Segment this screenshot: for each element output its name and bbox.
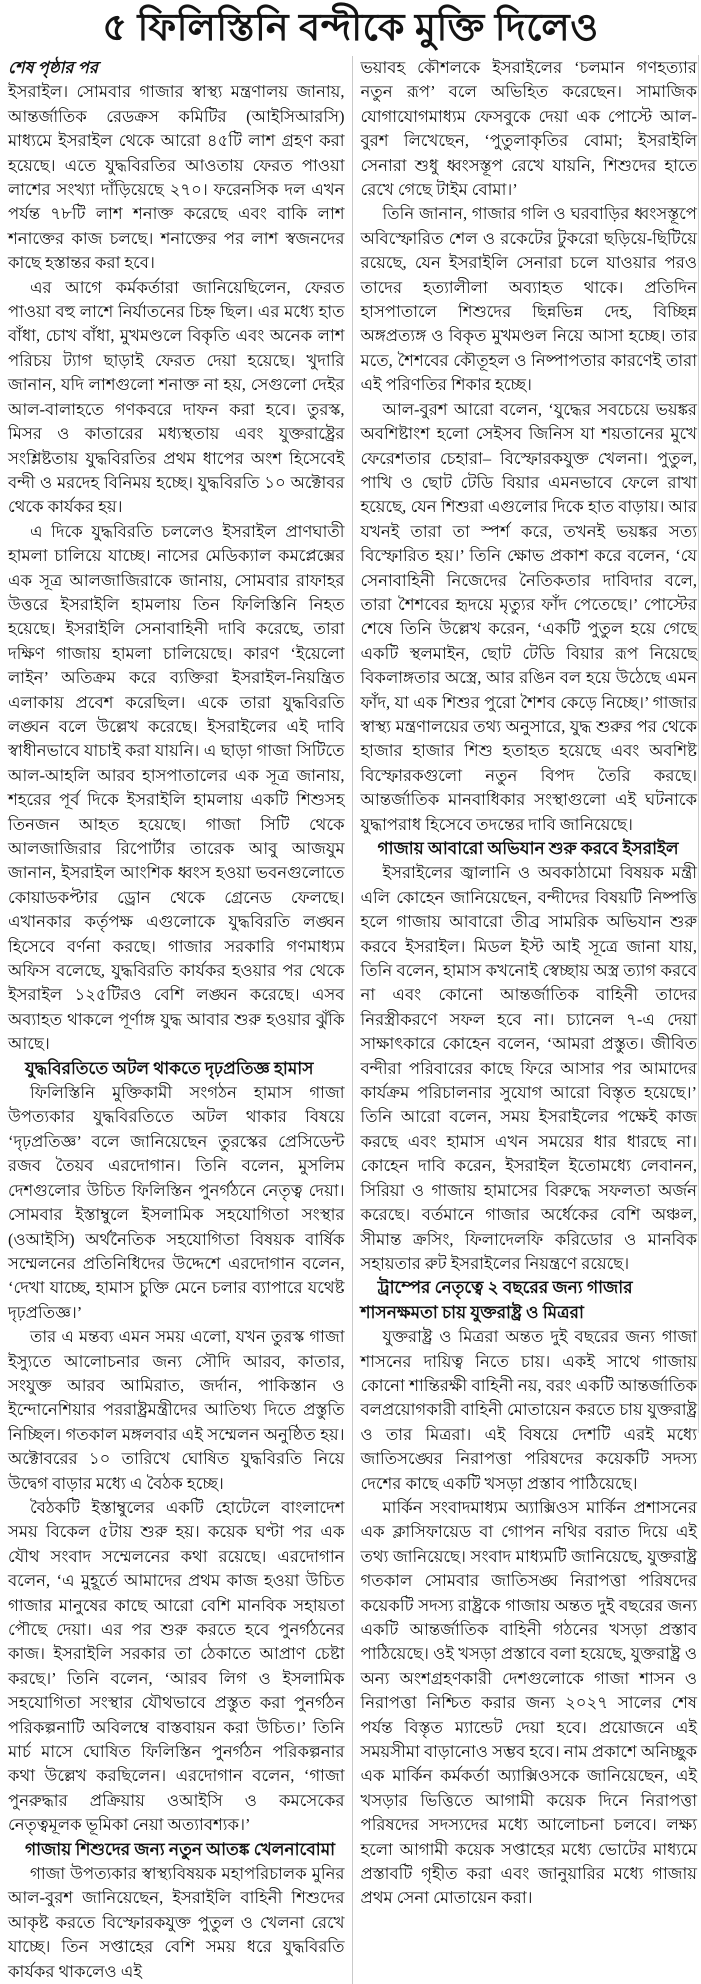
- section-subhead: যুদ্ধবিরতিতে অটল থাকতে দৃঢ়প্রতিজ্ঞ হামাস: [25, 1058, 314, 1078]
- body-paragraph: এ দিকে যুদ্ধবিরতি চললেও ইসরাইল প্রাণঘাতী হামলা চালিয়ে যাচ্ছে। নাসের মেডিক্যাল কমপ্লেক্সের এক সূত্র আলজাজিরাকে জানায়, সোমবার রাফাহর উত্তরে ইসরাইলি হামলায় তিন ফিলিস্তিনি নিহত হয়েছে। ইসরাইলি সেনাবাহিনী দাবি করেছে, তারা দক্ষিণ গাজায় হামলা চালিয়েছে। কারণ ‘ইয়েলো লাইন’ অতিক্রম করে ব্যক্তিরা ইসরাইল-নিয়ন্ত্রিত এলাকায় প্রবেশ করেছিল। একে তারা যুদ্ধবিরতি লঙ্ঘন বলে উল্লেখ করেছে। ইসরাইলের এই দাবি স্বাধীনভাবে যাচাই করা যায়নি। এ ছাড়া গাজা সিটিতে আল-আহলি আরব হাসপাতালের এক সূত্র জানায়, শহরের পূর্ব দিকে ইসরাইলি হামলায় একটি শিশুসহ তিনজন আহত হয়েছে। গাজা সিটি থেকে আলজাজিরার রিপোর্টার তারেক আবু আজযুম জানান, ইসরাইল আংশিক ধ্বংস হওয়া ভবনগুলোতে কোয়াডকপ্টার ড্রোন থেকে গ্রেনেড ফেলছে। এখানকার কর্তৃপক্ষ এগুলোকে যুদ্ধবিরতি লঙ্ঘন হিসেবে বর্ণনা করছে। গাজার সরকারি গণমাধ্যম অফিস বলেছে, যুদ্ধবিরতি কার্যকর হওয়ার পর থেকে ইসরাইল ১২৫টিরও বেশি লঙ্ঘন করেছে। এসব অব্যাহত থাকলে পূর্ণাঙ্গ যুদ্ধ আবার শুরু হওয়ার ঝুঁকি আছে।: [8, 521, 345, 1054]
- body-paragraph: তার এ মন্তব্য এমন সময় এলো, যখন তুরস্ক গাজা ইস্যুতে আলোচনার জন্য সৌদি আরব, কাতার, সংযুক্ত আরব আমিরাত, জর্দান, পাকিস্তান ও ইন্দোনেশিয়ার পররাষ্ট্রমন্ত্রীদের আতিথ্য দিতে প্রস্তুতি নিচ্ছিল। গতকাল মঙ্গলবার এই সম্মেলন অনুষ্ঠিত হয়। অক্টোবরের ১০ তারিখে ঘোষিত যুদ্ধবিরতি নিয়ে উদ্বেগ বাড়ার মধ্যে এ বৈঠক হচ্ছে।: [8, 1327, 345, 1493]
- continued-from-last-page-label: শেষ পৃষ্ঠার পর: [8, 58, 98, 77]
- body-paragraph: আল-বুরশ আরো বলেন, ‘যুদ্ধের সবচেয়ে ভয়ঙ্কর অবশিষ্টাংশ হলো সেইসব জিনিস যা শয়তানের মুখে ফেরেশতার চেহারা– বিস্ফোরকযুক্ত খেলনা। পুতুল, পাখি ও ছোট টেডি বিয়ার এমনভাবে ফেলে রাখা হয়েছে, যেন শিশুরা এগুলোর দিকে হাত বাড়ায়। আর যখনই তারা তা স্পর্শ করে, তখনই ভয়ঙ্কর সত্য বিস্ফোরিত হয়।’ তিনি ক্ষোভ প্রকাশ করে বলেন, ‘যে সেনাবাহিনী নিজেদের নৈতিকতার দাবিদার বলে, তারা শৈশবের হৃদয়ে মৃত্যুর ফাঁদ পেতেছে।’ পোস্টের শেষে তিনি উল্লেখ করেন, ‘একটি পুতুল হয়ে গেছে একটি স্থলমাইন, ছোট টেডি বিয়ার রূপ নিয়েছে বিকলাঙ্গতার অস্ত্রে, আর রঙিন বল হয়ে উঠেছে এমন ফাঁদ, যা এক শিশুর পুরো শৈশব কেড়ে নিচ্ছে।’ গাজার স্বাস্থ্য মন্ত্রণালয়ের তথ্য অনুসারে, যুদ্ধ শুরুর পর থেকে হাজার হাজার শিশু হতাহত হয়েছে এবং অবশিষ্ট বিস্ফোরকগুলো নতুন বিপদ তৈরি করছে। আন্তর্জাতিক মানবাধিকার সংস্থাগুলো এই ঘটনাকে যুদ্ধাপরাধ হিসেবে তদন্তের দাবি জানিয়েছে।: [360, 399, 697, 834]
- body-paragraph: মার্কিন সংবাদমাধ্যম অ্যাক্সিওস মার্কিন প্রশাসনের এক ক্লাসিফায়েড বা গোপন নথির বরাত দিয়ে এই তথ্য জানিয়েছে। সংবাদ মাধ্যমটি জানিয়েছে, যুক্তরাষ্ট্র গতকাল সোমবার জাতিসঙ্ঘ নিরাপত্তা পরিষদের কয়েকটি সদস্য রাষ্ট্রকে গাজায় অন্তত দুই বছরের জন্য একটি আন্তর্জাতিক বাহিনী গঠনের খসড়া প্রস্তাব পাঠিয়েছে। ওই খসড়া প্রস্তাবে বলা হয়েছে, যুক্তরাষ্ট্র ও অন্য অংশগ্রহণকারী দেশগুলোকে গাজা শাসন ও নিরাপত্তা নিশ্চিত করার জন্য ২০২৭ সালের শেষ পর্যন্ত বিস্তৃত ম্যান্ডেট দেয়া হবে। প্রয়োজনে এই সময়সীমা বাড়ানোও সম্ভব হবে। নাম প্রকাশে অনিচ্ছুক এক মার্কিন কর্মকর্তা অ্যাক্সিওসকে জানিয়েছেন, এই খসড়ার ভিত্তিতে আগামী কয়েক দিনে নিরাপত্তা পরিষদের সদস্যদের মধ্যে আলোচনা চলবে। লক্ষ্য হলো আগামী কয়েক সপ্তাহের মধ্যে ভোটের মাধ্যমে প্রস্তাবটি গৃহীত করা এবং জানুয়ারির মধ্যে গাজায় প্রথম সেনা মোতায়েন করা।: [360, 1497, 697, 1908]
- section-subhead: গাজায় আবারো অভিযান শুরু করবে ইসরাইল: [377, 839, 679, 858]
- article-headline: ৫ ফিলিস্তিনি বন্দীকে মুক্তি দিলেও: [102, 7, 599, 49]
- body-paragraph: ইসরাইল। সোমবার গাজার স্বাস্থ্য মন্ত্রণালয় জানায়, আন্তর্জাতিক রেডক্রস কমিটির (আইসিআরসি) মাধ্যমে ইসরাইল থেকে আরো ৪৫টি লাশ গ্রহণ করা হয়েছে। এতে যুদ্ধবিরতির আওতায় ফেরত পাওয়া লাশের সংখ্যা দাঁড়িয়েছে ২৭০। ফরেনসিক দল এখন পর্যন্ত ৭৮টি লাশ শনাক্ত করেছে এবং বাকি লাশ শনাক্তের কাজ চলছে। শনাক্তের পর লাশ স্বজনদের কাছে হস্তান্তর করা হবে।: [8, 82, 345, 273]
- body-paragraph: যুক্তরাষ্ট্র ও মিত্ররা অন্তত দুই বছরের জন্য গাজা শাসনের দায়িত্ব নিতে চায়। একই সাথে গাজায় কোনো শান্তিরক্ষী বাহিনী নয়, বরং একটি আন্তর্জাতিক বলপ্রয়োগকারী বাহিনী মোতায়েন করতে চায় যুক্তরাষ্ট্র ও তার মিত্ররা। এই বিষয়ে দেশটি এরই মধ্যে জাতিসঙ্ঘের নিরাপত্তা পরিষদের কয়েকটি সদস্য দেশের কাছে একটি খসড়া প্রস্তাব পাঠিয়েছে।: [360, 1327, 697, 1493]
- section-subhead: গাজায় শিশুদের জন্য নতুন আতঙ্ক খেলনাবোমা: [25, 1839, 336, 1859]
- left-column: [8, 56, 352, 1984]
- body-paragraph: ভয়াবহ কৌশলকে ইসরাইলের ‘চলমান গণহত্যার নতুন রূপ’ বলে অভিহিত করেছেন। সামাজিক যোগাযোগমাধ্যম ফেসবুকে দেয়া এক পোস্টে আল-বুরশ লিখেছেন, ‘পুতুলাকৃতির বোমা; ইসরাইলি সেনারা শুধু ধ্বংসস্তূপ রেখে যায়নি, শিশুদের হাতে রেখে গেছে টাইম বোমা।’: [360, 58, 697, 200]
- body-paragraph: ফিলিস্তিনি মুক্তিকামী সংগঠন হামাস গাজা উপত্যকার যুদ্ধবিরতিতে অটল থাকার বিষয়ে ‘দৃঢ়প্রতিজ্ঞ’ বলে জানিয়েছেন তুরস্কের প্রেসিডেন্ট রজব তৈয়ব এরদোগান। তিনি বলেন, মুসলিম দেশগুলোর উচিত ফিলিস্তিন পুনর্গঠনে নেতৃত্ব দেয়া। সোমবার ইস্তাম্বুলে ইসলামিক সহযোগিতা সংস্থার (ওআইসি) অর্থনৈতিক সহযোগিতা বিষয়ক বার্ষিক সম্মেলনের প্রতিনিধিদের উদ্দেশে এরদোগান বলেন, ‘দেখা যাচ্ছে, হামাস চুক্তি মেনে চলার ব্যাপারে যথেষ্ট দৃঢ়প্রতিজ্ঞ।’: [8, 1083, 345, 1322]
- body-paragraph: এর আগে কর্মকর্তারা জানিয়েছিলেন, ফেরত পাওয়া বহু লাশে নির্যাতনের চিহ্ন ছিল। এর মধ্যে হাত বাঁধা, চোখ বাঁধা, মুখমণ্ডলে বিকৃতি এবং অনেক লাশ পরিচয় ট্যাগ ছাড়াই ফেরত দেয়া হয়েছে। খুদারি জানান, যদি লাশগুলো শনাক্ত না হয়, সেগুলো দেইর আল-বালাহতে গণকবরে দাফন করা হবে। তুরস্ক, মিসর ও কাতারের মধ্যস্থতায় এবং যুক্তরাষ্ট্রের সংশ্লিষ্টতায় যুদ্ধবিরতির প্রথম ধাপের অংশ হিসেবেই বন্দী ও মরদেহ বিনিময় হচ্ছে। যুদ্ধবিরতি ১০ অক্টোবর থেকে কার্যকর হয়।: [8, 277, 345, 517]
- page-edge-rule: [698, 55, 699, 1433]
- body-paragraph: ইসরাইলের জ্বালানি ও অবকাঠামো বিষয়ক মন্ত্রী এলি কোহেন জানিয়েছেন, বন্দীদের বিষয়টি নিষ্পত্তি হলে গাজায় আবারো তীব্র সামরিক অভিযান শুরু করবে ইসরাইল। মিডল ইস্ট আই সূত্রে জানা যায়, তিনি বলেন, হামাস কখনোই স্বেচ্ছায় অস্ত্র ত্যাগ করবে না এবং কোনো আন্তর্জাতিক বাহিনী তাদের নিরস্ত্রীকরণে সফল হবে না। চ্যানেল ৭-এ দেয়া সাক্ষাৎকারে কোহেন বলেন, ‘আমরা প্রস্তুত। জীবিত বন্দীরা পরিবারের কাছে ফিরে আসার পর আমাদের কার্যক্রম পরিচালনার সুযোগ আরো বিস্তৃত হয়েছে।’ তিনি আরো বলেন, সময় ইসরাইলের পক্ষেই কাজ করছে এবং হামাস এখন সময়ের ধার ধারছে না। কোহেন দাবি করেন, ইসরাইল ইতোমধ্যে লেবানন, সিরিয়া ও গাজায় হামাসের বিরুদ্ধে সফলতা অর্জন করেছে। বর্তমানে গাজার অর্ধেকের বেশি অঞ্চল, সীমান্ত ক্রসিং, ফিলাদেলফি করিডোর ও মানবিক সহায়তার রুট ইসরাইলের নিয়ন্ত্রণে রয়েছে।: [360, 863, 697, 1273]
- article-columns: [0, 54, 701, 1984]
- body-paragraph: তিনি জানান, গাজার গলি ও ঘরবাড়ির ধ্বংসস্তূপে অবিস্ফোরিত শেল ও রকেটের টুকরো ছড়িয়ে-ছিটিয়ে রয়েছে, যেন ইসরাইলি সেনারা চলে যাওয়ার পরও তাদের হত্যালীলা অব্যাহত থাকে। প্রতিদিন হাসপাতালে শিশুদের ছিন্নভিন্ন দেহ, বিচ্ছিন্ন অঙ্গপ্রত্যঙ্গ ও বিকৃত মুখমণ্ডল নিয়ে আসা হচ্ছে। তার মতে, শৈশবের কৌতূহল ও নিষ্পাপতার কারণেই তারা এই পরিণতির শিকার হচ্ছে।: [360, 204, 697, 395]
- section-subhead: ট্রাম্পের নেতৃত্বে ২ বছরের জন্য গাজার শাসনক্ষমতা চায় যুক্তরাষ্ট্র ও মিত্ররা: [360, 1278, 633, 1322]
- body-paragraph: গাজা উপত্যকার স্বাস্থ্যবিষয়ক মহাপরিচালক মুনির আল-বুরশ জানিয়েছেন, ইসরাইলি বাহিনী শিশুদের আকৃষ্ট করতে বিস্ফোরকযুক্ত পুতুল ও খেলনা রেখে যাচ্ছে। তিন সপ্তাহের বেশি সময় ধরে যুদ্ধবিরতি কার্যকর থাকলেও এই: [8, 1864, 345, 1981]
- body-paragraph: বৈঠকটি ইস্তাম্বুলের একটি হোটেলে বাংলাদেশ সময় বিকেল ৫টায় শুরু হয়। কয়েক ঘণ্টা পর এক যৌথ সংবাদ সম্মেলনের কথা রয়েছে। এরদোগান বলেন, ‘এ মুহূর্তে আমাদের প্রথম কাজ হওয়া উচিত গাজার মানুষের কাছে আরো বেশি মানবিক সহায়তা পৌছে দেয়া। এর পর শুরু করতে হবে পুনর্গঠনের কাজ। ইসরাইলি সরকার তা ঠেকাতে আপ্রাণ চেষ্টা করছে।’ তিনি বলেন, ‘আরব লিগ ও ইসলামিক সহযোগিতা সংস্থার যৌথভাবে প্রস্তুত করা পুনর্গঠন পরিকল্পনাটি অবিলম্বে বাস্তবায়ন করা উচিত।’ তিনি মার্চ মাসে ঘোষিত ফিলিস্তিন পুনর্গঠন পরিকল্পনার কথা উল্লেখ করছিলেন। এরদোগান বলেন, ‘গাজা পুনরুদ্ধার প্রক্রিয়ায় ওআইসি ও কমসেকের নেতৃত্বমূলক ভূমিকা নেয়া অত্যাবশ্যক।’: [8, 1497, 345, 1835]
- right-column: [353, 56, 698, 1984]
